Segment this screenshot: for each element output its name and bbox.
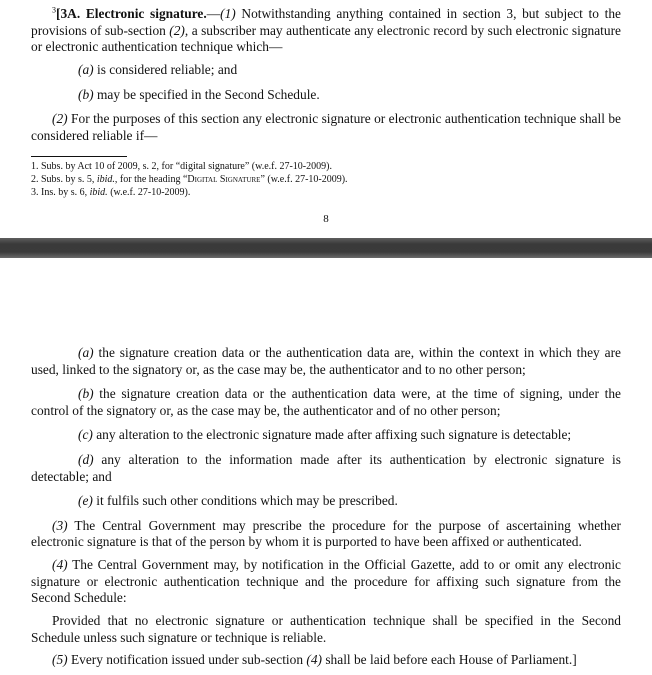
- clause-d-label: (d): [78, 451, 94, 467]
- section-heading: [3A. Electronic signature.: [56, 6, 207, 21]
- clause-c: [31, 427, 621, 444]
- footnote-3-ibid: ibid.: [89, 186, 108, 198]
- heading-dash: —: [206, 6, 221, 21]
- sub-section-4-paragraph: [31, 557, 621, 607]
- page-number: 8: [323, 213, 329, 225]
- item-b-text: may be specified in the Second Schedule.: [93, 86, 320, 102]
- footnote-2-heading: Digital Signature: [187, 173, 261, 185]
- clause-a-text: the signature creation data or the authentication data are, within the context in which they are used, linked to the signatory or, as the case may be, the authenticator and to no other person;: [31, 345, 621, 377]
- proviso-text: Provided that no electronic signature or authentication technique shall be specified in the Second Schedule unless such signature or technique is reliable.: [31, 613, 621, 645]
- section-3a-heading-paragraph: [31, 6, 621, 56]
- sub-section-2-paragraph: [31, 111, 621, 144]
- footnote-2: [31, 174, 621, 187]
- sub-section-2-text: For the purposes of this section any electronic signature or electronic authentication technique shall be considered reliable if—: [31, 111, 621, 143]
- sub-section-5-text-a: Every notification issued under sub-section: [67, 652, 307, 668]
- sub-section-1-number: (1): [220, 6, 236, 21]
- footnote-3-post: (w.e.f. 27-10-2009).: [107, 186, 191, 198]
- sub-section-5-number: (5): [52, 652, 68, 668]
- footnote-2-ibid: ibid.: [96, 173, 115, 185]
- sub-section-2-number: (2): [52, 111, 68, 127]
- clause-b-label: (b): [78, 386, 94, 402]
- footnote-divider: [31, 156, 127, 157]
- item-a-label: (a): [78, 61, 94, 77]
- footnote-2-mid: , for the heading “: [114, 173, 188, 185]
- page-separator: [0, 238, 652, 258]
- footnote-1: [31, 161, 621, 174]
- clause-e-text: it fulfils such other conditions which may be prescribed.: [92, 493, 398, 509]
- footnote-2-pre: 2. Subs. by s. 5,: [31, 173, 97, 185]
- sub-section-1-text-a: Notwithstanding anything contained in section 3, but subject to the provisions of sub-section: [31, 6, 621, 38]
- sub-section-3-number: (3): [52, 517, 68, 533]
- document-page-8: [0, 0, 652, 238]
- clause-a-label: (a): [78, 345, 94, 360]
- clause-e-label: (e): [78, 493, 93, 509]
- page-8-content: [31, 6, 621, 199]
- clause-b-text: the signature creation data or the authentication data were, at the time of signing, under the control of the signatory or, as the case may be, the authenticator and of no other person;: [31, 386, 621, 418]
- clause-c-label: (c): [78, 427, 93, 443]
- sub-section-4-reference: (4): [306, 652, 322, 668]
- clause-d: [31, 452, 621, 485]
- sub-section-1-text-b: , a subscriber may authenticate any electronic record by such electronic signature or electronic authentication technique which—: [31, 22, 621, 55]
- sub-section-4-text: The Central Government may, by notification in the Official Gazette, add to or omit any electronic signature or electronic authentication technique and the procedure for affixing such signature from the Second Schedule:: [31, 557, 621, 606]
- clause-e: [31, 493, 621, 510]
- footnote-3: [31, 187, 621, 200]
- item-b-label: (b): [78, 86, 94, 102]
- item-a-text: is considered reliable; and: [93, 61, 238, 77]
- footnote-2-post: ” (w.e.f. 27-10-2009).: [260, 173, 348, 185]
- clause-a: [31, 345, 621, 378]
- footnote-3-pre: 3. Ins. by s. 6,: [31, 186, 90, 198]
- footnote-1-text: 1. Subs. by Act 10 of 2009, s. 2, for “digital signature” (w.e.f. 27-10-2009).: [31, 161, 332, 173]
- document-page-9: [0, 258, 652, 667]
- sub-section-5-text-b: shall be laid before each House of Parliament.]: [322, 652, 577, 668]
- footnotes: [31, 161, 621, 199]
- sub-section-3-paragraph: [31, 518, 621, 551]
- clause-c-text: any alteration to the electronic signature made after affixing such signature is detectable;: [92, 427, 572, 443]
- item-a: [31, 62, 621, 79]
- footnote-mark-3: 3: [52, 5, 56, 15]
- sub-section-3-text: The Central Government may prescribe the procedure for the purpose of ascertaining whether electronic signature is that of the person by whom it is purported to have been affixed or authenticated.: [31, 517, 621, 550]
- proviso-paragraph: [31, 613, 621, 646]
- sub-section-2-reference: (2): [169, 22, 185, 38]
- clause-b: [31, 386, 621, 419]
- clause-d-text: any alteration to the information made after its authentication by electronic signature is detectable; and: [31, 451, 621, 484]
- page-9-content: [31, 345, 621, 675]
- item-b: [31, 87, 621, 104]
- sub-section-4-number: (4): [52, 557, 68, 573]
